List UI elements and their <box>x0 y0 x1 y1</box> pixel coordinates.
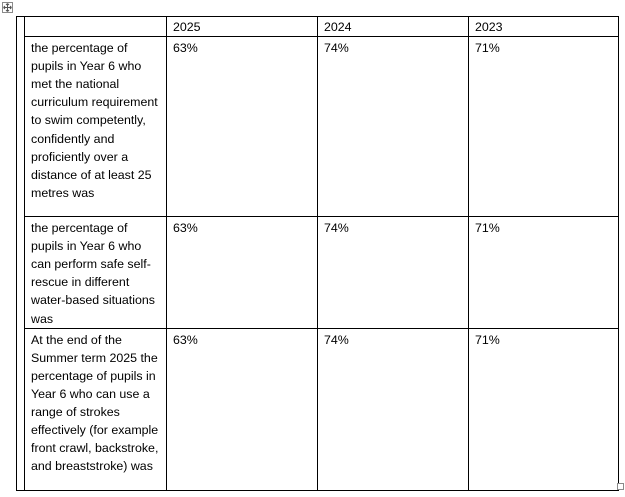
header-year-2025: 2025 <box>167 17 318 37</box>
row-label: the percentage of pupils in Year 6 who met the national curriculum requirement to swim competently, confidently and proficiently over a distance of at least 25 metres was <box>25 37 167 217</box>
table-resize-handle-icon[interactable] <box>617 483 624 490</box>
value-cell-2023: 71% <box>469 217 619 329</box>
header-label-cell <box>25 17 167 37</box>
row-label: At the end of the Summer term 2025 the percentage of pupils in Year 6 who can use a range of strokes effectively (for example front crawl, backstroke, and breaststroke) was <box>25 328 167 490</box>
value-cell-2025: 63% <box>167 328 318 490</box>
spacer-column <box>17 17 25 491</box>
row-label: the percentage of pupils in Year 6 who can perform safe self-rescue in different water-based situations was <box>25 217 167 329</box>
value-cell-2024: 74% <box>318 37 469 217</box>
header-year-2023: 2023 <box>469 17 619 37</box>
value-cell-2023: 71% <box>469 328 619 490</box>
value-cell-2024: 74% <box>318 217 469 329</box>
table-row <box>17 328 619 490</box>
table-row <box>17 217 619 329</box>
header-year-2024: 2024 <box>318 17 469 37</box>
value-cell-2023: 71% <box>469 37 619 217</box>
header-row <box>17 17 619 37</box>
table-row <box>17 37 619 217</box>
value-cell-2024: 74% <box>318 328 469 490</box>
value-cell-2025: 63% <box>167 217 318 329</box>
table-move-handle-icon[interactable] <box>2 2 13 13</box>
value-cell-2025: 63% <box>167 37 318 217</box>
swimming-data-table <box>16 16 619 491</box>
